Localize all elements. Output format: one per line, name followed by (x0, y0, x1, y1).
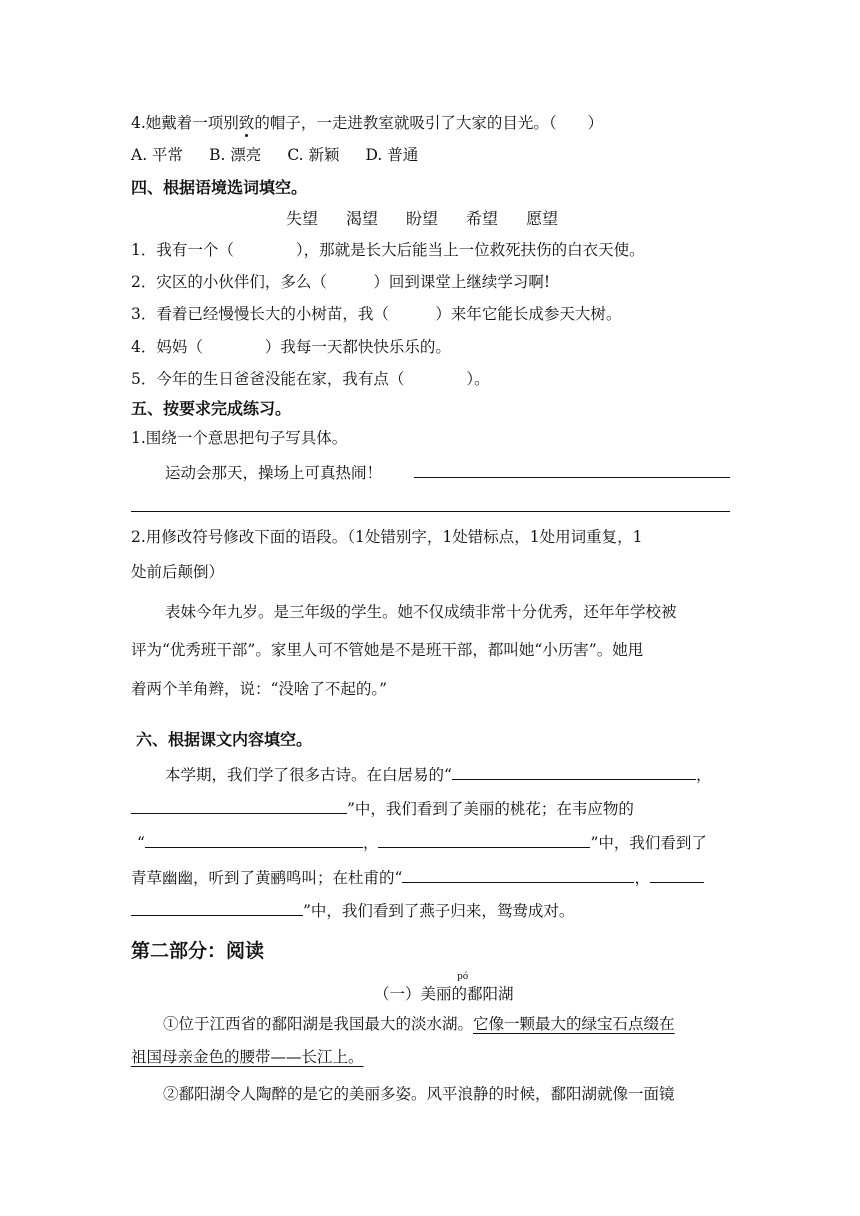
q3-4-stem: 4.她戴着一项别致的帽子，一走进教室就吸引了大家的目光。（ ） (131, 114, 604, 132)
answer-line (131, 511, 730, 512)
word-bank-item: 盼望 (406, 209, 439, 228)
underlined-sentence: 祖国母亲金色的腰带——长江上。 (131, 1048, 364, 1066)
fill-item-5: 5．今年的生日爸爸没能在家，我有点（ ）。 (131, 370, 490, 388)
option-c: C. 新颖 (287, 146, 340, 164)
fill-item-4: 4．妈妈（ ）我每一天都快快乐乐的。 (131, 338, 451, 356)
answer-line (414, 477, 730, 478)
section-5-heading: 五、按要求完成练习。 (131, 399, 292, 418)
fill-item-1: 1．我有一个（ ），那就是长大后能当上一位救死扶伤的白衣天使。 (131, 241, 645, 259)
blank-line (452, 763, 696, 780)
poem-line-2: ”中，我们看到了美丽的桃花；在韦应物的 (131, 797, 634, 820)
option-d: D. 普通 (365, 146, 419, 164)
option-b: B. 漂亮 (209, 146, 262, 164)
word-bank-item: 失望 (286, 209, 319, 228)
word-bank-item: 渴望 (346, 209, 379, 228)
reading-paragraph-2: ②鄱阳湖令人陶醉的是它的美丽多姿。风平浪静的时候，鄱阳湖就像一面镜 (163, 1085, 675, 1103)
section-6-heading: 六、根据课文内容填空。 (136, 730, 313, 749)
blank-line (145, 831, 363, 848)
word-bank (286, 208, 586, 230)
fill-item-2: 2．灾区的小伙伴们，多么（ ）回到课堂上继续学习啊! (131, 273, 551, 291)
part-2-heading: 第二部分：阅读 (131, 940, 265, 962)
poem-line-5: ”中，我们看到了燕子归来，鸳鸯成对。 (131, 899, 574, 922)
blank-line (378, 831, 590, 848)
emphasis-dot: 致 (238, 114, 255, 132)
task-2-title-line2: 处前后颠倒） (131, 563, 225, 581)
paragraph-line: 表妹今年九岁。是三年级的学生。她不仅成绩非常十分优秀，还年年学校被 (165, 603, 677, 621)
word-bank-item: 愿望 (526, 209, 559, 228)
reading-title: （一）美丽的鄱阳湖 (374, 985, 514, 1003)
poem-line-3: “ ， ”中，我们看到了 (137, 831, 707, 854)
pinyin-annotation: pó (457, 972, 469, 982)
task-1-title: 1.围绕一个意思把句子写具体。 (131, 429, 348, 447)
paragraph-line: 着两个羊角辫，说：“没啥了不起的。” (131, 680, 388, 698)
reading-paragraph-1-cont (131, 1046, 364, 1068)
poem-line-4: 青草幽幽，听到了黄鹂鸣叫；在杜甫的“ ， (131, 866, 704, 889)
reading-paragraph-1: ①位于江西省的鄱阳湖是我国最大的淡水湖。它像一颗最大的绿宝石点缀在 (163, 1015, 675, 1033)
q3-4-options (131, 144, 444, 166)
paragraph-line: 评为“优秀班干部”。家里人可不管她是不是班干部，都叫她“小历害”。她甩 (131, 641, 644, 659)
blank-line (131, 797, 347, 814)
word-bank-item: 希望 (466, 209, 499, 228)
blank-line (650, 866, 704, 883)
task-1-sentence: 运动会那天，操场上可真热闹！ (165, 464, 383, 482)
poem-line-1: 本学期，我们学了很多古诗。在白居易的“ ， (165, 763, 711, 786)
option-a: A. 平常 (131, 146, 184, 164)
blank-line (131, 899, 303, 916)
underlined-sentence: 它像一颗最大的绿宝石点缀在 (473, 1015, 675, 1033)
blank-line (402, 866, 634, 883)
task-2-title-line1: 2.用修改符号修改下面的语段。（1处错别字，1处错标点，1处用词重复，1 (131, 528, 643, 546)
fill-item-3: 3．看着已经慢慢长大的小树苗，我（ ）来年它能长成参天大树。 (131, 305, 622, 323)
section-4-heading: 四、根据语境选词填空。 (131, 178, 308, 197)
